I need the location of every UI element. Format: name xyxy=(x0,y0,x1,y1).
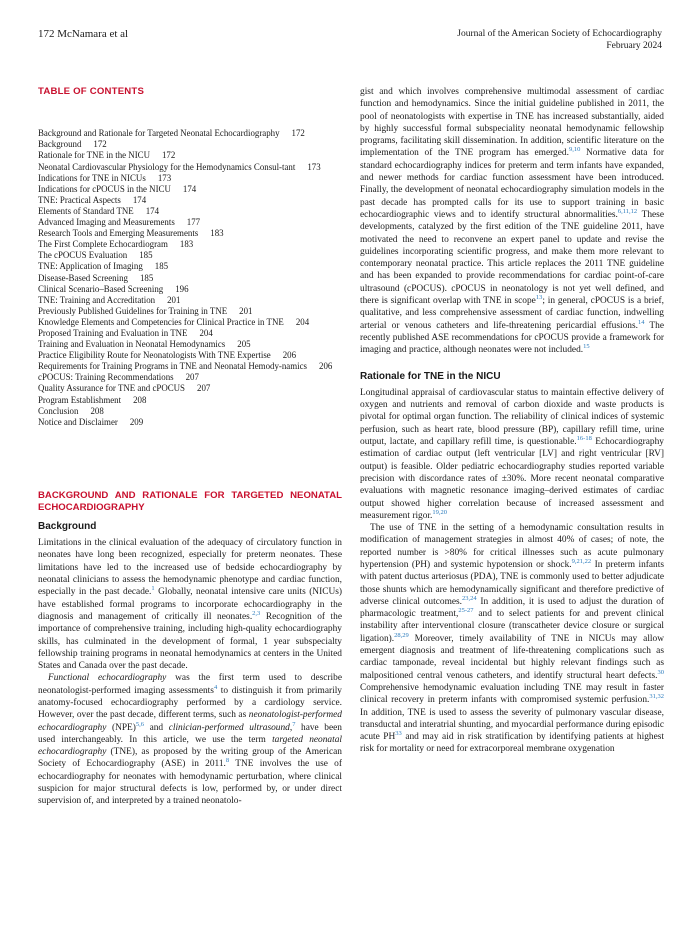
toc-item[interactable] xyxy=(38,195,342,206)
toc-item-label: Background xyxy=(38,139,82,150)
toc-item-label: Practice Eligibility Route for Neonatologists With TNE Expertise xyxy=(38,350,271,361)
toc-item[interactable] xyxy=(38,361,342,372)
toc-item-page: 207 xyxy=(185,372,199,383)
toc-item[interactable] xyxy=(38,139,342,150)
toc-item-page: 174 xyxy=(145,205,160,216)
reference[interactable]: 9,10 xyxy=(568,146,581,154)
reference[interactable]: 1 xyxy=(151,585,155,593)
toc-item[interactable] xyxy=(38,317,342,328)
toc-item-label: Background and Rationale for Targeted Neonatal Echocardiography xyxy=(38,128,280,139)
toc-item-page: 173 xyxy=(307,161,321,172)
toc-item[interactable] xyxy=(38,383,342,394)
reference[interactable]: 33 xyxy=(395,730,402,738)
toc-item-page: 174 xyxy=(182,183,197,194)
toc-item-label: Notice and Disclaimer xyxy=(38,416,118,427)
toc-item-page: 172 xyxy=(93,139,107,150)
toc-item[interactable] xyxy=(38,206,342,217)
toc-item-page: 174 xyxy=(132,194,147,205)
toc-item[interactable] xyxy=(38,350,342,361)
toc-item-label: cPOCUS: Training Recommendations xyxy=(38,372,174,383)
reference[interactable]: 25-27 xyxy=(458,607,474,615)
toc-item-page: 201 xyxy=(239,305,253,316)
toc-item-label: Indications for cPOCUS in the NICU xyxy=(38,183,171,194)
toc-item[interactable] xyxy=(38,261,342,272)
toc-item-label: Indications for TNE in NICUs xyxy=(38,172,146,183)
paragraph: Limitations in the clinical evaluation of the adequacy of circulatory function in neonates have long been recognized, especially for preterm neonates. These limitations have led to the increased use of bedside echocardiography by neonatal clinicians to assess the hemodynamic phenotype and cardiac function, especially in the past decade.$^1$ Globally, neonatal intensive care units (NICUs) have established formal programs to incorporate echocardiography in the diagnosis and management of critically ill neonates.$^{2,3}$ Recognition of the importance of comprehensive training, including high-quality echocardiography skills, has culminated in the development of formal, 1 year subspecialty fellowship training programs in neonatal hemodynamics at centers in the United States and Canada over the past decade. xyxy=(38,538,343,672)
toc-item[interactable] xyxy=(38,184,342,195)
toc-item-label: Conclusion xyxy=(38,405,79,416)
toc-list xyxy=(38,128,342,428)
toc-item-page: 209 xyxy=(129,416,144,427)
right-column xyxy=(360,86,664,756)
paragraph: The use of TNE in the setting of a hemodynamic consultation results in modification of management strategies in almost 40% of cases; of note, the reported number is >80% for critical illnesses such as acute pulmonary hypertension (PH) and systemic hypotension or shock.$^{9,21,22}$ In preterm infants with patent ductus arteriosus (PDA), TNE is commonly used to better adjudicate those shunts which are hemodynamically significant and therefore predictive of adverse clinical outcomes.$^{23,24}$ In addition, it is used to adjust the duration of pharmacologic treatment,$^{25-27}$ and to select patients for and prevent clinical instability after interventional closure (transcatheter device closure or surgical ligation).$^{28,29}$ Moreover, timely availability of TNE in NICUs may allow emergent diagnosis and treatment of life-threatening complications such as cardiac tamponade, reveal incidental but highly relevant findings such as malpositioned central venous catheters, and identify structural heart defects.$^{30}$ Comprehensive hemodynamic evaluation including TNE may result in faster clinical recovery in preterm infants with compromised systemic perfusion.$^{31,32}$ In addition, TNE is used to assess the severity of pulmonary vascular disease, transductal and interatrial shunting, and myocardial performance during episodic acute PH$^{33}$ and may aid in risk stratification by identifying patients at highest risk for mortality or need for extracorporeal membrane oxygenation xyxy=(360,523,665,755)
subsection-background: Background xyxy=(38,520,97,532)
toc-item-label: TNE: Application of Imaging xyxy=(38,261,143,272)
toc-item-page: 206 xyxy=(282,350,297,361)
running-header-journal xyxy=(457,28,662,52)
toc-item-label: Program Establishment xyxy=(38,394,122,405)
toc-title: TABLE OF CONTENTS xyxy=(38,86,145,97)
issue-date: February 2024 xyxy=(606,41,662,51)
subsection-rationale: Rationale for TNE in the NICU xyxy=(360,370,501,382)
toc-item-page: 207 xyxy=(197,383,211,394)
toc-item-page: 201 xyxy=(167,294,181,305)
toc-item[interactable] xyxy=(38,284,342,295)
reference[interactable]: 14 xyxy=(637,318,645,326)
toc-item[interactable] xyxy=(38,339,342,350)
toc-item[interactable] xyxy=(38,150,342,161)
reference[interactable]: 7 xyxy=(292,720,296,728)
toc-item[interactable] xyxy=(38,162,342,173)
paragraph: Functional echocardiography was the first term used to describe neonatologist-performed imaging assessments$^4$ to distinguish it from primarily anatomy-focused echocardiography performed by a cardiology service. However, over the past decade, different terms, such as neonatologist-performed echocardiography (NPE)$^{5,6}$ and clinician-performed ultrasound,$^7$ have been used interchangeably. In this article, we use the term targeted neonatal echocardiography (TNE), as proposed by the writing group of the American Society of Echocardiography (ASE) in 2011.$^8$ TNE involves the use of echocardiography for neonates with hemodynamic perturbation, where clinical suspicion for major structural defects is low, performed by, or under direct supervision of, and interpreted by a trained neonatolo- xyxy=(38,673,343,807)
toc-item-page: 205 xyxy=(237,339,251,350)
toc-item[interactable] xyxy=(38,306,342,317)
toc-item-page: 177 xyxy=(186,217,201,228)
toc-item-label: Quality Assurance for TNE and cPOCUS xyxy=(38,383,185,394)
left-column xyxy=(38,86,342,808)
toc-item[interactable] xyxy=(38,295,342,306)
reference[interactable]: 23,24 xyxy=(462,594,477,602)
toc-item-label: Requirements for Training Programs in TNE and Neonatal Hemody-namics xyxy=(38,361,307,372)
toc-item[interactable] xyxy=(38,217,342,228)
reference[interactable]: 9,21,22 xyxy=(571,557,592,565)
toc-item-page: 183 xyxy=(179,239,194,250)
toc-item[interactable] xyxy=(38,128,342,139)
toc-item-page: 183 xyxy=(210,228,224,239)
toc-item[interactable] xyxy=(38,173,342,184)
reference[interactable]: 4 xyxy=(213,683,218,691)
reference[interactable]: 19,20 xyxy=(432,508,447,516)
toc-item[interactable] xyxy=(38,406,342,417)
toc-item-page: 185 xyxy=(154,261,169,272)
reference[interactable]: 13 xyxy=(535,293,543,301)
toc-item-page: 173 xyxy=(157,172,172,183)
toc-item[interactable] xyxy=(38,228,342,239)
toc-item-page: 196 xyxy=(175,283,189,294)
toc-item-page: 208 xyxy=(133,394,147,405)
toc-item-label: TNE: Practical Aspects xyxy=(38,194,121,205)
toc-item[interactable] xyxy=(38,250,342,261)
toc-item-label: Rationale for TNE in the NICU xyxy=(38,150,150,161)
toc-item-label: Elements of Standard TNE xyxy=(38,205,134,216)
reference[interactable]: 30 xyxy=(657,668,664,676)
toc-item-page: 204 xyxy=(295,316,310,327)
toc-item-label: The First Complete Echocardiogram xyxy=(38,239,168,250)
toc-item-label: Proposed Training and Evaluation in TNE xyxy=(38,327,188,338)
toc-item-page: 185 xyxy=(139,272,154,283)
toc-item[interactable] xyxy=(38,239,342,250)
toc-item-label: Knowledge Elements and Competencies for Clinical Practice in TNE xyxy=(38,316,284,327)
journal-name: Journal of the American Society of Echocardiography xyxy=(457,29,662,39)
toc-item-label: The cPOCUS Evaluation xyxy=(38,250,128,261)
toc-item-label: Disease-Based Screening xyxy=(38,272,128,283)
reference[interactable]: 31,32 xyxy=(649,693,664,701)
toc-item-page: 204 xyxy=(199,327,213,338)
toc-item-label: Previously Published Guidelines for Training in TNE xyxy=(38,305,228,316)
reference[interactable]: 2,3 xyxy=(252,609,261,617)
paragraph: gist and which involves comprehensive multimodal assessment of cardiac function and hemodynamics. Since the initial guideline published in 2011, the pool of neonatologists with expertise in TNE has increased substantially, aided by highly successful formal subspeciality neonatal hemodynamic fellowship programs, facilitating skill dissemination. In addition, scientific literature on the implementation of the TNE program has emerged.$^{9,10}$ Normative data for standard echocardiography indices for preterm and term infants have expanded, and newer methods for cardiac function assessment have been introduced. Finally, the development of neonatal echocardiography simulation models in the past decade has prompted calls for its use to support training in basic echocardiographic views and to identify structural abnormalities.$^{6,11,12}$ These developments, catalyzed by the first edition of the TNE guideline 2011, have motivated the need to reconvene an expert panel to update and revise the guidelines incorporating scientific progress, and make them more relevant to contemporary neonatal practice. This article replaces the 2011 TNE guideline and has been expanded to provide recommendations for cardiac point-of-care ultrasound (cPOCUS). cPOCUS in neonatology is not yet well defined, and there is significant overlap with TNE in scope$^{13}$; in general, cPOCUS is a brief, qualitative, and less comprehensive assessment of cardiac function, indwelling arterial or venous catheters and life-threatening pericardial effusions.$^{14}$ The recently published ASE recommendations for cPOCUS provide a framework for imaging and practice, although neonates were not included.$^{15}$ xyxy=(360,87,664,356)
toc-item-label: TNE: Training and Accreditation xyxy=(38,294,156,305)
toc-item-label: Neonatal Cardiovascular Physiology for the Hemodynamics Consul-tant xyxy=(38,161,296,172)
reference[interactable]: 5,6 xyxy=(135,720,145,728)
toc-item[interactable] xyxy=(38,417,342,428)
reference[interactable]: 15 xyxy=(583,343,590,351)
toc-item-label: Training and Evaluation in Neonatal Hemodynamics xyxy=(38,339,226,350)
toc-item-page: 172 xyxy=(291,128,305,139)
toc-item[interactable] xyxy=(38,372,342,383)
toc-item[interactable] xyxy=(38,395,342,406)
toc-item-page: 206 xyxy=(319,361,333,372)
toc-item[interactable] xyxy=(38,328,342,339)
reference[interactable]: 8 xyxy=(225,757,230,765)
toc-item-label: Clinical Scenario–Based Screening xyxy=(38,283,164,294)
reference[interactable]: 28,29 xyxy=(394,631,409,639)
toc-item-page: 172 xyxy=(161,150,176,161)
reference[interactable]: 6,11,12 xyxy=(617,207,638,215)
toc-item-page: 208 xyxy=(90,405,104,416)
running-header-author: 172 McNamara et al xyxy=(38,28,129,40)
paragraph: Longitudinal appraisal of cardiovascular status to maintain effective delivery of oxygen and nutrients and removal of carbon dioxide and waste products is pivotal for optimal organ function. The reliability of clinical indices of systemic perfusion, such as heart rate, blood pressure (BP), capillary refill time, urine output, lactate, and capillary refill time, is questionable.$^{16-18}$ Echocardiography estimation of cardiac output (left ventricular [LV] and right ventricular [RV] output) is feasible. Older pediatric echocardiography studies reported variable precision with discordance rates of ±30%. More recent neonatal comparative evaluations with magnetic resonance imaging–derived estimates of cardiac output showed higher correlation because of increased assessment and measurement rigor.$^{19,20}$ xyxy=(360,387,664,521)
toc-item-label: Research Tools and Emerging Measurements xyxy=(38,228,199,239)
toc-item-label: Advanced Imaging and Measurements xyxy=(38,217,175,228)
reference[interactable]: 16-18 xyxy=(576,434,592,442)
toc-item-page: 185 xyxy=(139,250,153,261)
toc-item[interactable] xyxy=(38,273,342,284)
section-title: BACKGROUND AND RATIONALE FOR TARGETED NEONATAL ECHOCARDIOGRAPHY xyxy=(38,489,342,514)
